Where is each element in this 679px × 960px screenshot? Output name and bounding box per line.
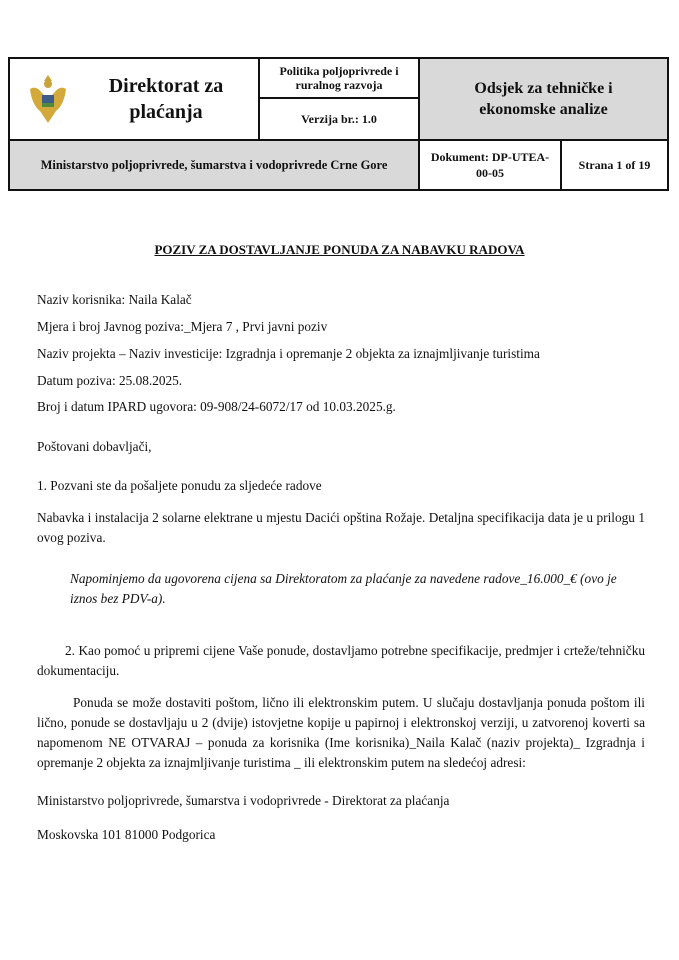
- coat-of-arms-logo: [26, 71, 70, 131]
- item-1: 1. Pozvani ste da pošaljete ponudu za sljedeće radove: [37, 478, 322, 493]
- field-project: Naziv projekta – Naziv investicije: Izgradnja i opremanje 2 objekta za iznajmljivanje turistima: [37, 346, 540, 361]
- item-2: 2. Kao pomoć u pripremi cijene Vaše ponude, dostavljamo potrebne specifikacije, predmjer i crteže/tehničku dokumentaciju.: [37, 643, 645, 678]
- document-header-table: [8, 57, 669, 191]
- document-number-cell: Dokument: DP-UTEA-00-05: [418, 139, 560, 189]
- price-note: Napominjemo da ugovorena cijena sa Direktoratom za plaćanje za navedene radove_16.000_€ (ovo je iznos bez PDV-a).: [70, 571, 617, 606]
- page-number-cell: Strana 1 of 19: [560, 139, 667, 189]
- policy-cell: Politika poljoprivrede i ruralnog razvoja: [258, 59, 418, 97]
- ministry-cell: Ministarstvo poljoprivrede, šumarstva i vodoprivrede Crne Gore: [10, 139, 418, 189]
- page-title: POZIV ZA DOSTAVLJANJE PONUDA ZA NABAVKU RADOVA: [154, 242, 525, 257]
- address-line-1: Ministarstvo poljoprivrede, šumarstva i vodoprivrede - Direktorat za plaćanja: [37, 793, 450, 808]
- org-title: Direktorat za plaćanja: [108, 75, 224, 123]
- delivery-instructions: Ponuda se može dostaviti poštom, lično ili elektronskim putem. U slučaju dostavljanja ponuda poštom ili lično, ponude se dostavljaju u 2 (dvije) istovjetne kopije u papirnoj i elektronskoj verziji, u zatvorenoj koverti sa napomenom NE OTVARAJ – ponuda za korisnika (Ime korisnika)_Naila Kalač (naziv projekta)_ Izgradnja i opremanje 2 objekta za iznajmljivanje turistima _ ili elektronskim putem na sledećoj adresi:: [37, 695, 645, 770]
- field-contract: Broj i datum IPARD ugovora: 09-908/24-6072/17 od 10.03.2025.g.: [37, 399, 396, 414]
- field-measure: Mjera i broj Javnog poziva:_Mjera 7 , Prvi javni poziv: [37, 319, 328, 334]
- address-line-2: Moskovska 101 81000 Podgorica: [37, 827, 216, 842]
- department-cell: Odsjek za tehničke i ekonomske analize: [418, 59, 667, 139]
- field-date: Datum poziva: 25.08.2025.: [37, 373, 183, 388]
- org-cell: [10, 59, 258, 139]
- field-beneficiary: Naziv korisnika: Naila Kalač: [37, 292, 192, 307]
- greeting: Poštovani dobavljači,: [37, 439, 152, 454]
- version-cell: Verzija br.: 1.0: [258, 97, 418, 139]
- item-1-text: Nabavka i instalacija 2 solarne elektrane u mjestu Dacići opština Rožaje. Detaljna specifikacija data je u prilogu 1 ovog poziva.: [37, 510, 645, 545]
